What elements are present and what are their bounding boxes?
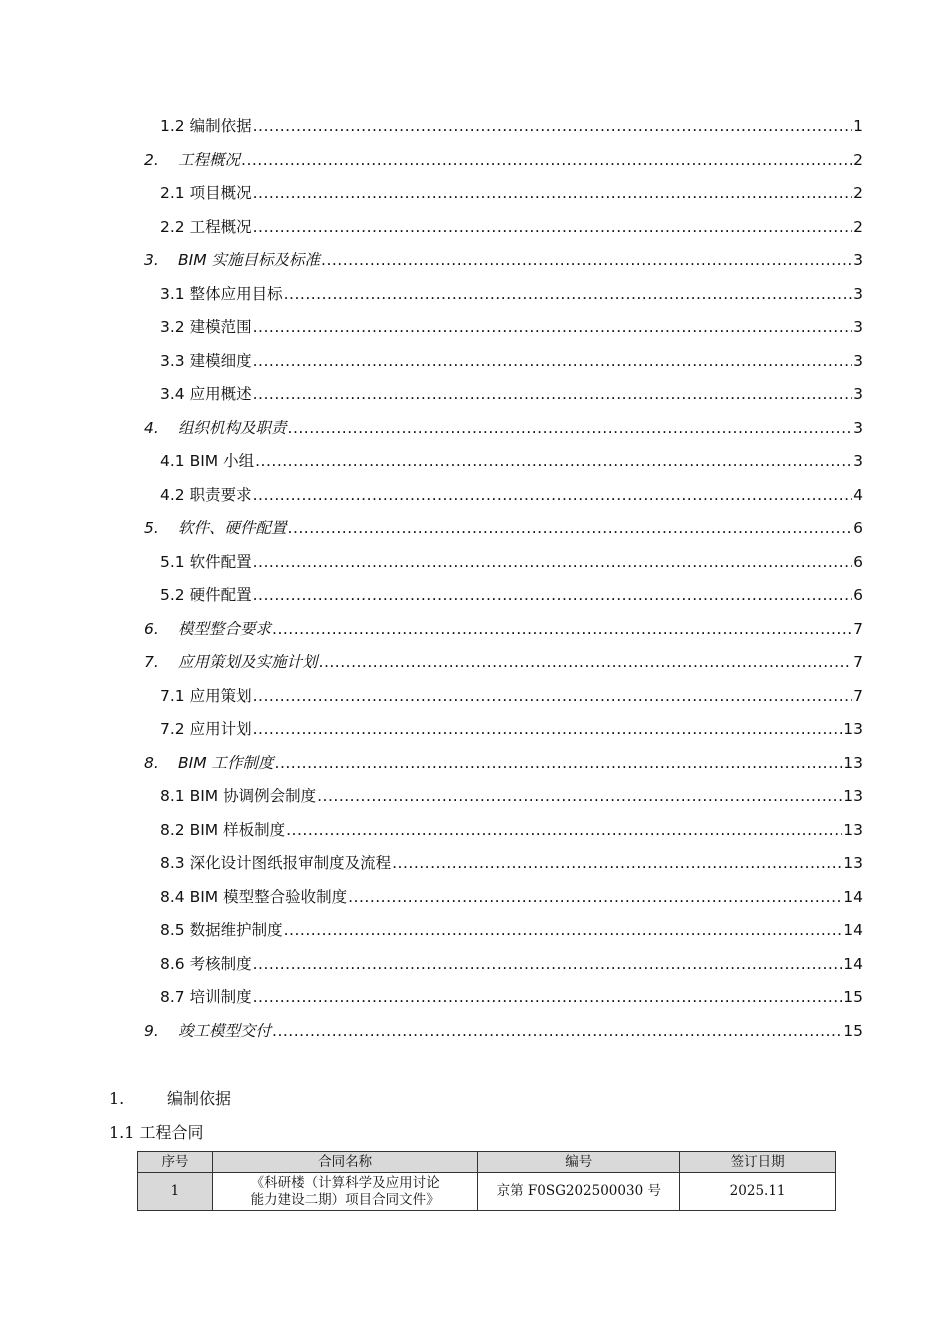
toc-dot-leader [288, 512, 853, 546]
toc-entry-page: 13 [843, 753, 863, 772]
toc-entry-number: 5.1 [160, 552, 185, 571]
toc-entry-page: 14 [843, 887, 863, 906]
toc-dot-leader [253, 211, 853, 245]
toc-entry-title: BIM 协调例会制度 [189, 787, 317, 805]
toc-entry[interactable] [0, 680, 950, 714]
toc-entry-number: 8. [144, 753, 159, 772]
toc-entry[interactable] [0, 546, 950, 580]
toc-entry[interactable] [0, 479, 950, 513]
toc-entry-number: 8.4 [160, 887, 185, 906]
toc-entry-number: 6. [144, 619, 159, 638]
toc-entry-number: 4. [144, 418, 159, 437]
toc-entry-page: 3 [853, 351, 863, 370]
toc-entry-page: 2 [853, 217, 863, 236]
toc-entry[interactable] [0, 814, 950, 848]
toc-entry[interactable] [0, 244, 950, 278]
toc-entry-page: 3 [853, 284, 863, 303]
toc-entry[interactable] [0, 144, 950, 178]
contract-table [137, 1151, 836, 1211]
toc-entry-title: BIM 工作制度 [178, 753, 274, 772]
toc-dot-leader [253, 479, 853, 513]
toc-entry[interactable] [0, 613, 950, 647]
toc-entry-page: 13 [843, 720, 863, 738]
toc-entry-page: 2 [853, 184, 863, 202]
toc-dot-leader [286, 814, 842, 848]
toc-entry-page: 7 [853, 653, 863, 671]
toc-entry[interactable] [0, 1015, 950, 1049]
toc-entry-page: 14 [843, 954, 863, 973]
toc-dot-leader [253, 948, 843, 982]
toc-entry-title: 竣工模型交付 [178, 1021, 272, 1040]
toc-dot-leader [275, 747, 843, 781]
toc-entry-title: 工程概况 [178, 150, 241, 169]
toc-entry-number: 7. [144, 653, 159, 671]
toc-entry-title: 软件、硬件配置 [178, 519, 287, 537]
toc-entry-page: 3 [853, 251, 863, 269]
toc-dot-leader [253, 680, 853, 714]
toc-dot-leader [253, 311, 853, 345]
toc-entry-number: 2.2 [160, 217, 185, 236]
toc-entry-number: 1.2 [160, 117, 185, 135]
contract-name-line-2: 能力建设二期）项目合同文件》 [250, 1191, 440, 1208]
toc-entry-title: 工程概况 [189, 217, 252, 236]
toc-dot-leader [317, 780, 842, 814]
toc-entry-number: 3.4 [160, 385, 185, 403]
toc-entry-title: 深化设计图纸报审制度及流程 [189, 854, 392, 872]
section-heading [109, 1086, 231, 1109]
toc-dot-leader [253, 177, 853, 211]
toc-entry[interactable] [0, 847, 950, 881]
toc-entry-title: 建模细度 [189, 351, 252, 370]
toc-dot-leader [284, 914, 843, 948]
toc-dot-leader [321, 244, 852, 278]
toc-entry[interactable] [0, 914, 950, 948]
toc-entry-title: 考核制度 [189, 954, 252, 973]
toc-entry[interactable] [0, 646, 950, 680]
toc-entry-page: 15 [843, 1021, 863, 1040]
toc-dot-leader [288, 412, 853, 446]
toc-entry-title: 编制依据 [189, 117, 252, 135]
toc-entry[interactable] [0, 177, 950, 211]
toc-entry-page: 6 [853, 552, 863, 571]
toc-entry-page: 3 [853, 385, 863, 403]
toc-entry-number: 7.1 [160, 686, 185, 705]
header-seq: 序号 [138, 1152, 213, 1173]
toc-entry-number: 8.2 [160, 820, 185, 839]
toc-entry[interactable] [0, 881, 950, 915]
toc-entry-page: 3 [853, 452, 863, 470]
toc-entry-number: 8.1 [160, 787, 185, 805]
toc-entry-page: 6 [853, 586, 863, 604]
toc-entry-title: 项目概况 [189, 184, 252, 202]
toc-entry-number: 3.1 [160, 284, 185, 303]
toc-entry[interactable] [0, 211, 950, 245]
toc-entry[interactable] [0, 512, 950, 546]
toc-dot-leader [284, 278, 853, 312]
toc-dot-leader [241, 144, 852, 178]
toc-entry-title: BIM 样板制度 [189, 820, 286, 839]
table-of-contents [0, 110, 950, 1048]
toc-dot-leader [272, 613, 852, 647]
header-code: 编号 [478, 1152, 680, 1173]
toc-entry[interactable] [0, 345, 950, 379]
toc-dot-leader [392, 847, 842, 881]
toc-entry[interactable] [0, 412, 950, 446]
contract-name-line-1: 《科研楼（计算科学及应用讨论 [250, 1174, 440, 1191]
toc-entry-number: 2. [144, 150, 159, 169]
toc-entry-number: 5. [144, 519, 159, 537]
toc-entry-page: 1 [853, 117, 863, 135]
toc-entry-number: 2.1 [160, 184, 185, 202]
toc-entry-number: 5.2 [160, 586, 185, 604]
toc-entry-number: 8.7 [160, 988, 185, 1006]
toc-dot-leader [253, 713, 843, 747]
toc-entry-title: 软件配置 [189, 552, 252, 571]
toc-entry-title: 职责要求 [189, 485, 252, 504]
toc-dot-leader [319, 646, 853, 680]
toc-dot-leader [253, 546, 853, 580]
toc-dot-leader [272, 1015, 842, 1049]
toc-entry[interactable] [0, 445, 950, 479]
toc-entry[interactable] [0, 713, 950, 747]
toc-dot-leader [253, 110, 853, 144]
table-row [138, 1173, 836, 1211]
toc-entry-title: 整体应用目标 [189, 284, 283, 303]
toc-entry-number: 3.3 [160, 351, 185, 370]
toc-entry-page: 3 [853, 418, 863, 437]
toc-entry-number: 4.1 [160, 452, 185, 470]
toc-dot-leader [253, 378, 853, 412]
cell-sign-date: 2025.11 [680, 1173, 836, 1211]
toc-entry[interactable] [0, 780, 950, 814]
toc-entry-title: 硬件配置 [189, 586, 252, 604]
subsection-heading: 1.1 工程合同 [109, 1123, 204, 1142]
toc-dot-leader [253, 345, 853, 379]
toc-entry-page: 2 [853, 150, 863, 169]
section-number: 1. [109, 1089, 125, 1108]
toc-entry[interactable] [0, 948, 950, 982]
toc-entry-page: 13 [843, 820, 863, 839]
cell-contract-name [212, 1173, 477, 1211]
toc-entry-title: 模型整合要求 [178, 619, 272, 638]
toc-entry[interactable] [0, 378, 950, 412]
toc-entry-page: 3 [853, 318, 863, 336]
toc-entry-title: BIM 小组 [189, 452, 255, 470]
toc-entry-page: 7 [853, 619, 863, 638]
toc-entry-page: 14 [843, 921, 863, 939]
toc-entry[interactable] [0, 747, 950, 781]
toc-entry[interactable] [0, 981, 950, 1015]
toc-entry-page: 13 [843, 854, 863, 872]
toc-entry-number: 8.6 [160, 954, 185, 973]
toc-entry-title: 应用计划 [189, 720, 252, 738]
cell-seq: 1 [138, 1173, 213, 1211]
toc-entry-title: 建模范围 [189, 318, 252, 336]
toc-entry[interactable] [0, 278, 950, 312]
toc-entry-title: 应用策划 [189, 686, 252, 705]
toc-dot-leader [255, 445, 852, 479]
header-contract-name: 合同名称 [212, 1152, 477, 1173]
section-title: 编制依据 [167, 1089, 232, 1108]
toc-entry-page: 15 [843, 988, 863, 1006]
toc-entry-page: 4 [853, 485, 863, 504]
toc-entry-number: 8.3 [160, 854, 185, 872]
cell-code: 京第 F0SG202500030 号 [478, 1173, 680, 1211]
toc-entry[interactable] [0, 110, 950, 144]
toc-entry[interactable] [0, 579, 950, 613]
toc-entry-title: BIM 模型整合验收制度 [189, 887, 348, 906]
toc-entry-page: 6 [853, 519, 863, 537]
toc-entry-number: 9. [144, 1021, 159, 1040]
toc-entry-title: 培训制度 [189, 988, 252, 1006]
toc-entry-number: 7.2 [160, 720, 185, 738]
toc-entry-number: 3.2 [160, 318, 185, 336]
toc-entry-title: BIM 实施目标及标准 [178, 251, 321, 269]
toc-entry[interactable] [0, 311, 950, 345]
toc-entry-title: 组织机构及职责 [178, 418, 287, 437]
toc-entry-number: 8.5 [160, 921, 185, 939]
toc-dot-leader [253, 579, 853, 613]
toc-entry-number: 4.2 [160, 485, 185, 504]
toc-entry-page: 13 [843, 787, 863, 805]
toc-entry-page: 7 [853, 686, 863, 705]
toc-dot-leader [253, 981, 843, 1015]
header-sign-date: 签订日期 [680, 1152, 836, 1173]
toc-entry-title: 数据维护制度 [189, 921, 283, 939]
toc-entry-title: 应用概述 [189, 385, 252, 403]
toc-entry-title: 应用策划及实施计划 [178, 653, 318, 671]
table-header-row [138, 1152, 836, 1173]
toc-dot-leader [348, 881, 842, 915]
toc-entry-number: 3. [144, 251, 159, 269]
